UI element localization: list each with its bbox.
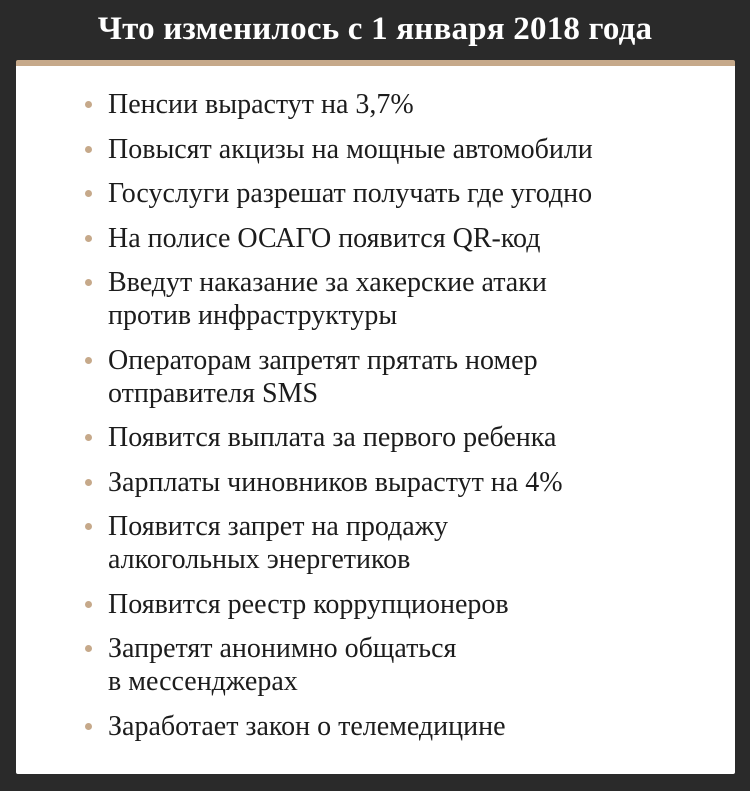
list-item (16, 266, 735, 332)
list-item-text: Заработает закон о телемедицине (108, 710, 506, 742)
list-item (16, 710, 735, 743)
bullet-icon (85, 523, 92, 530)
list-item (16, 222, 735, 255)
list-item (16, 421, 735, 454)
list-item (16, 510, 735, 576)
list-item-text: Зарплаты чиновников вырастут на 4% (108, 466, 563, 498)
list-item (16, 133, 735, 166)
bullet-icon (85, 146, 92, 153)
changes-card (16, 60, 735, 774)
list-item (16, 88, 735, 121)
bullet-icon (85, 101, 92, 108)
bullet-icon (85, 190, 92, 197)
list-item (16, 588, 735, 621)
changes-list (16, 66, 735, 743)
list-item-text: Введут наказание за хакерские атаки против инфраструктуры (108, 267, 547, 331)
bullet-icon (85, 357, 92, 364)
list-item-text: Повысят акцизы на мощные автомобили (108, 133, 593, 165)
page-title: Что изменилось с 1 января 2018 года (97, 10, 653, 47)
list-item-text: Появится реестр коррупционеров (108, 588, 509, 620)
bullet-icon (85, 723, 92, 730)
bullet-icon (85, 479, 92, 486)
list-item (16, 466, 735, 499)
list-item-text: Операторам запретят прятать номер отправителя SMS (108, 344, 538, 409)
list-item (16, 632, 735, 698)
list-item-text: На полисе ОСАГО появится QR-код (108, 222, 541, 254)
bullet-icon (85, 235, 92, 242)
list-item-text: Появится выплата за первого ребенка (108, 422, 557, 453)
list-item-text: Пенсии вырастут на 3,7% (108, 89, 414, 120)
bullet-icon (85, 601, 92, 608)
list-item-text: Запретят анонимно общаться в мессенджерах (108, 633, 457, 697)
list-item-text: Появится запрет на продажу алкогольных энергетиков (108, 511, 449, 575)
list-item (16, 344, 735, 410)
bullet-icon (85, 279, 92, 286)
header (0, 0, 750, 58)
list-item (16, 177, 735, 210)
list-item-text: Госуслуги разрешат получать где угодно (108, 178, 593, 209)
bullet-icon (85, 645, 92, 652)
bullet-icon (85, 434, 92, 441)
